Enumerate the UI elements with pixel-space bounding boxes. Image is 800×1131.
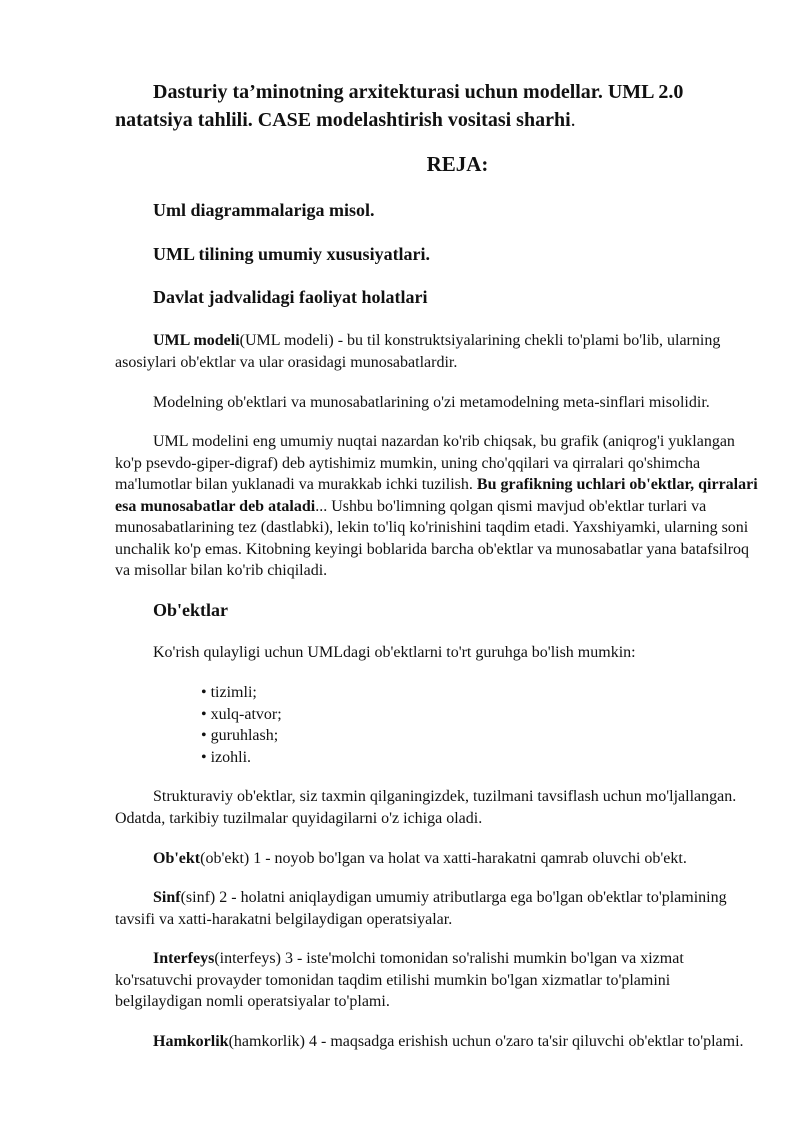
- term-object: Ob'ekt: [153, 850, 201, 867]
- plan-item-3: Davlat jadvalidagi faoliyat holatlari: [153, 287, 428, 307]
- paragraph-uml-model-text: (UML modeli) - bu til konstruktsiyalarining chekli to'plami bo'lib, ularning asosiylari ob'ektlar va ular orasidagi munosabatlardir.: [115, 332, 721, 371]
- title-period: .: [570, 109, 576, 131]
- list-item: • xulq-atvor;: [201, 704, 501, 726]
- object-groups-list: [201, 682, 501, 768]
- plan-heading: REJA:: [426, 152, 489, 176]
- list-item: • guruhlash;: [201, 725, 501, 747]
- term-uml-model: UML modeli: [153, 332, 240, 349]
- section-heading-objects: Ob'ektlar: [153, 600, 228, 620]
- definition-interface: [115, 948, 760, 1013]
- paragraph-structural: Strukturaviy ob'ektlar, siz taxmin qilganingizdek, tuzilmani tavsiflash uchun mo'ljallangan. Odatda, tarkibiy tuzilmalar quyidagilarni o'z ichiga oladi.: [115, 788, 737, 827]
- definition-class-text: (sinf) 2 - holatni aniqlaydigan umumiy atributlarga ega bo'lgan ob'ektlar to'plamining tavsifi va xatti-harakatni belgilaydigan operatsiyalar.: [115, 889, 727, 928]
- document-title: [115, 78, 760, 134]
- definition-collaboration-text: (hamkorlik) 4 - maqsadga erishish uchun o'zaro ta'sir qiluvchi ob'ektlar to'plami.: [228, 1033, 744, 1050]
- plan-item-2: UML tilining umumiy xususiyatlari.: [153, 244, 431, 264]
- definition-class: [115, 887, 760, 930]
- definition-object: [115, 848, 760, 870]
- objects-intro: Ko'rish qulayligi uchun UMLdagi ob'ektlarni to'rt guruhga bo'lish mumkin:: [153, 644, 636, 661]
- title-line-1: Dasturiy ta’minotning arxitekturasi uchun modellar. UML 2.0: [153, 81, 684, 103]
- definition-collaboration: [115, 1031, 760, 1053]
- plan-item-1: Uml diagrammalariga misol.: [153, 200, 375, 220]
- paragraph-graph: [115, 431, 760, 582]
- list-item: • tizimli;: [201, 682, 501, 704]
- title-line-2-text: natatsiya tahlili. CASE modelashtirish vositasi sharhi: [115, 109, 571, 131]
- title-line-2: [115, 106, 760, 134]
- paragraph-graph-text-1: UML modelini eng umumiy nuqtai nazardan ko'rib chiqsak, bu grafik (aniqrog'i yuklangan ko'p psevdo-giper-digraf) deb aytishimiz mumkin, uning cho'qqilari va qirralari qo'shimcha ma'lumotlar bilan yuklanadi va murakkab ichki tuzilish.: [115, 433, 735, 493]
- paragraph-graph-bold: Bu grafikning uchlari ob'ektlar, qirralari esa munosabatlar deb ataladi: [115, 476, 758, 515]
- paragraph-uml-model: [115, 330, 760, 373]
- paragraph-meta-classes: Modelning ob'ektlari va munosabatlarining o'zi metamodelning meta-sinflari misolidir.: [153, 394, 710, 411]
- definition-interface-text: (interfeys) 3 - iste'molchi tomonidan so'ralishi mumkin bo'lgan va xizmat ko'rsatuvchi provayder tomonidan taqdim etilishi mumkin bo'lgan xizmatlar to'plamini belgilaydigan nomli operatsiyalar to'plami.: [115, 950, 684, 1010]
- term-class: Sinf: [153, 889, 181, 906]
- list-item: • izohli.: [201, 747, 501, 769]
- term-collaboration: Hamkorlik: [153, 1033, 229, 1050]
- definition-object-text: (ob'ekt) 1 - noyob bo'lgan va holat va xatti-harakatni qamrab oluvchi ob'ekt.: [200, 850, 687, 867]
- term-interface: Interfeys: [153, 950, 215, 967]
- paragraph-graph-text-2: ... Ushbu bo'limning qolgan qismi mavjud ob'ektlar turlari va munosabatlarining tez (dastlabki), lekin to'liq ko'rinishini taqdim etadi. Yaxshiyamki, ularning soni unchalik ko'p emas. Kitobning keyingi boblarida barcha ob'ektlar va munosabatlar yana batafsilroq va misollar bilan ko'rib chiqiladi.: [115, 497, 750, 579]
